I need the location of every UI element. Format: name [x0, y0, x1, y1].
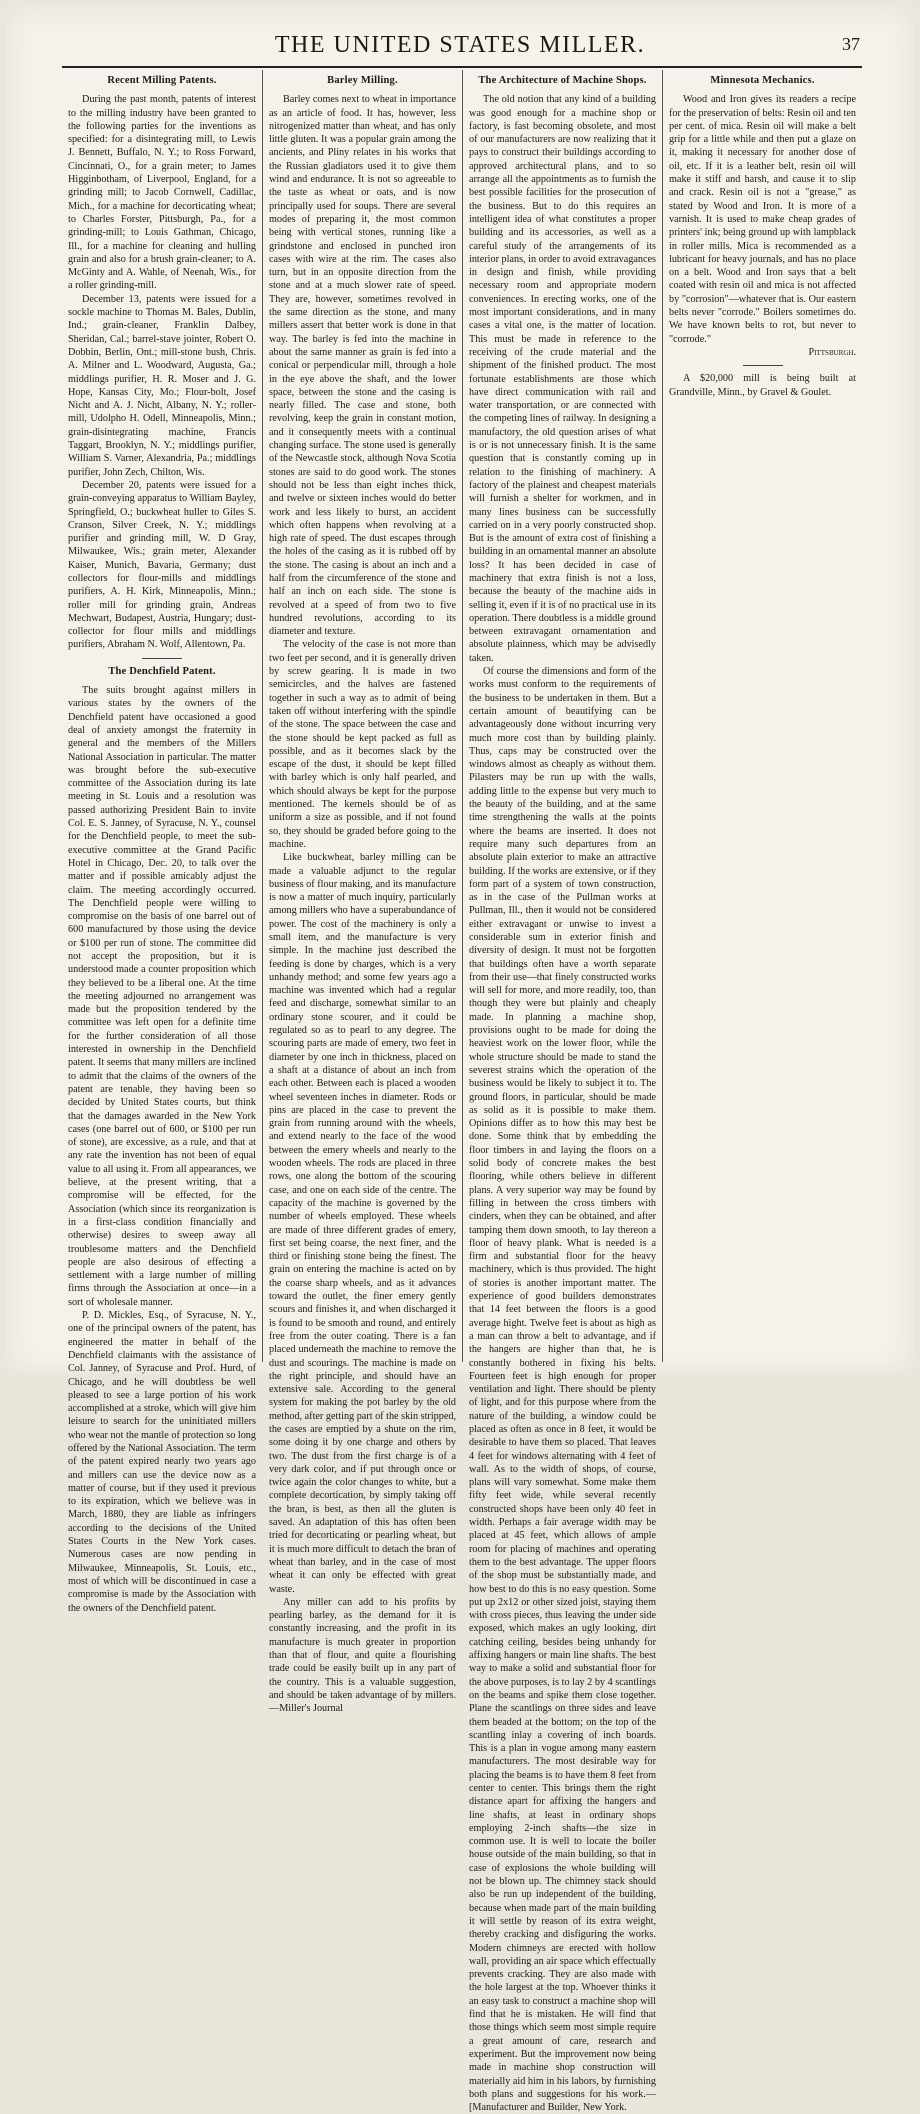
article-denchfield-patent	[68, 665, 256, 1615]
column-3	[462, 70, 662, 2114]
article-heading: Minnesota Mechanics.	[710, 75, 815, 86]
article-barley-milling	[269, 74, 456, 1716]
article-milling-patents	[68, 74, 256, 652]
article-paragraph: Of course the dimensions and form of the works must conform to the requirements of the business to be undertaken in them. But a certain amount of beautifying can be advantageously done without incurring very much more cost than by building plainly. Thus, caps may be constructed over the windows almost as cheaply as without them. Pilasters may be run up with the walls, adding little to the expense but very much to the beauty of the building, and at the same time strengthening the walls at the points where the beams are inserted. It does not require many such departures from an absolute plain exterior to make an attractive building. If the works are extensive, or if they form part of a system of town construction, as in the case of the Pullman works at Pullman, Ill., then it would not be considered either extravagant or unwise to invest a considerable sum in exterior finish and diversity of design. It must not be forgotten that buildings often have a worth separate from their use—that finely constructed works will sell for more, and more readily, too, than though they were but plainly and cheaply made. In planning a machine shop, provisions ought to be made for doing the heaviest work on the lower floor, while the whole structure should be made to stand the severest strains which the operation of the business would be likely to subject it to. The ground floors, in particular, should be made as solid as it is possible to make them. Opinions differ as to how this may best be done. Some think that by embedding the floor timbers in and laying the floors on a solid body of concrete makes the best flooring, while others believe in different plans. A very superior way may be found by filling in between the cross timbers with cinders, when they can be obtained, and after tamping them down smooth, to lay thereon a floor of heavy plank. What is needed is a firm and substantial floor for the heavy machinery, which is thus provided. The hight of stories is another important matter. The experience of good builders demonstrates that 14 feet between the floors is a good average hight. Twelve feet is about as high as a man can throw a belt to advantage, and if the hangers are higher than that, he is constantly bothered in fixing his belts. Fourteen feet is high enough for proper ventilation and light. There should be plenty of light, and for this purpose where from the nature of the building, a window could be placed as often as once in 8 feet, it would be desirable to have them so placed. That leaves 4 feet for windows alternating with 4 feet of wall. As to the width of shops, of course, plans will vary somewhat. Some make them fifty feet wide, while several recently constructed shops have been only 40 feet in width. Perhaps a fair average width may be placed at 45 feet, which allows of ample room for placing of machines and operating them to the best advantage. The upper floors of the shop must be substantially made, and how best to do this is no easy question. Some put up 2x12 or other sized joist, staying them with cross pieces, thus leaving the under side exposed, which makes an ugly looking, dirt catching ceiling, besides being unhandy for affixing hangers or main line shafts. The best way to make a solid and substantial floor for the above purposes, is to lay 2 by 4 scantlings on the beams and spike them close together. Plane the scantlings on three sides and leave them beaded at the bottom; on the top of the scantling inlay a covering of inch boards. This is a plan in vogue among many eastern manufacturers. The most desirable way for placing the beams is to have them 8 feet from center to center. This brings them the right distance apart for affixing the hangers and line shafts, at least in ordinary shops employing 2-inch shafts—the size in common use. It is well to locate the boiler house outside of the main building, so that in case of explosions the whole building will not be blown up. The chimney stack should also be run up independent of the building, because when made part of the main building it will settle by reason of its extra weight, thereby cracking and disfiguring the works. Modern chimneys are erected with hollow wall, providing an air space which effectually prevents cracking. They are also made with the hole largest at the top. Whoever thinks it an easy task to construct a machine shop will find that he is mistaken. He will find that those things which seem most simple require a great amount of care, research and experiment. But the improvement now being made in machine shop construction will materially aid him in his labors, by furnishing both plans and suggestions for his work.—[Manufacturer and Builder, New York.	[469, 666, 656, 2114]
article-paragraph: Barley comes next to wheat in importance as an article of food. It has, however, less nitrogenized matter than wheat, and has only little gluten. It was a popular grain among the ancients, and Pliny relates in his works that the Russian gladiators used it to give them wind and endurance. It is not so agreeable to the taste as wheat or oats, and is now principally used for soups. There are several modes of preparing it, the most common being with vertical stones, running like a grindstone and enclosed in punched iron cases with wire at the rim. The cases also turn, but in an opposite direction from the stone and at a much slower rate of speed. They are, however, sometimes revolved in the same direction as the stone, and many millers assert that better work is done in that way. The barley is fed into the machine in about the same manner as grain is fed into a conical or perpendicular mill, through a hole in the eye above the shaft, and the lower space, between the stone and the casing is nearly filled. The case and stone, both revolving, keep the grain in constant motion, and it consequently meets with a continual changing surface. The stone used is generally of the Newcastle stock, although Nova Scotia stones are said to do good work. The stones should not be less than eight inches thick, and twelve or sixteen inches would do better work and less likely to burst, an accident which often happens when revolving at a high rate of speed. The dust escapes through the holes of the casing as it is rubbed off by the stone. The casing is about an inch and a half from the circumference of the stone and half an inch on each side. The stone is revolved at a speed of from two to five hundred revolutions, according to its diameter and texture.	[269, 94, 456, 638]
article-heading: Recent Milling Patents.	[107, 75, 217, 86]
article-paragraph: Any miller can add to his profits by pearling barley, as the demand for it is constantly increasing, and the profit in its manufacture is much greater in proportion than that of flour, and quite a flourishing trade could be easily built up in any part of the country. This is a valuable suggestion, and should be taken advantage of by millers.—Miller's Journal	[269, 1596, 456, 1715]
masthead-title: THE UNITED STATES MILLER.	[274, 32, 646, 58]
column-1	[62, 70, 262, 1614]
article-separator	[743, 365, 783, 366]
article-machine-shops	[469, 74, 656, 2114]
article-paragraph: P. D. Mickles, Esq., of Syracuse, N. Y., one of the principal owners of the patent, has engineered the matter in behalf of the Denchfield claimants with the assistance of Col. Janney, of Syracuse and Prof. Hurd, of Chicago, and he will doubtless be well pleased to see a large portion of his work accomplished at a stroke, which will give him leisure to search for the uninitiated millers who wear not the mantle of protection so long offered by the National Association. The term of the patent expired nearly two years ago and millers can use the device now as a matter of course, but if they used it previous to its expiration, which we believe was in March, 1880, they are liable as infringers according to the decisions of the United States Courts in the New York cases. Numerous cases are now pending in Milwaukee, Minneapolis, St. Louis, etc., most of which will be discontinued in case a compromise is made by the Association with the owners of the Denchfield patent.	[68, 1310, 256, 1614]
article-paragraph: During the past month, patents of interest to the milling industry have been granted to the following parties for the inventions as specified: for a disintegrating mill, to Lewis J. Bennett, Buffalo, N. Y.; to Ross Forward, Cincinnati, O., for a grain meter; to James Higginbotham, of Liverpool, England, for a grinding mill; to Jacob Cornwell, Cadillac, Mich., for a machine for decorticating wheat; to Charles Forster, Pittsburgh, Pa., for a grinding-mill; to Louis Gathman, Chicago, Ill., for a machine for cleaning and hulling grain and also for a brush grain-cleaner; to A. McGinty and A. Wahle, of Neenah, Wis., for a roller grinding-mill.	[68, 94, 256, 292]
column-2	[262, 70, 462, 1715]
newspaper-page	[6, 6, 914, 2114]
article-paragraph: A $20,000 mill is being built at Grandville, Minn., by Gravel & Goulet.	[669, 373, 856, 398]
article-heading: Barley Milling.	[327, 75, 398, 86]
article-paragraph: The old notion that any kind of a building was good enough for a machine shop or factory, is fast becoming obsolete, and most of our manufacturers are now realizing that it pays to construct their buildings according to approved architectural plans, and to so arrange all the appointments as to furnish the best possible facilities for the prosecution of the business. But to do this requires an intelligent idea of what constitutes a proper building and its accessories, as well as a careful study of the arrangements of its interior plans, in order to avoid extravagances in design and finish, while providing necessary room and appropriate modern conveniences. In erecting works, one of the most important considerations, and in many cases a vital one, is the matter of location. This must be made in reference to the receiving of the crude material and the shipment of the finished product. The most fortunate establishments are those which have direct communication with rail and water transportation, or are connected with the competing lines of railway. In designing a manufactory, the old question arises of what is or is not unnecessary finish. It is the same question that is constantly coming up in relation to the finishing of machinery. A factory of the plainest and cheapest materials will furnish a shelter for workmen, and in many lines business can be successfully carried on in a very poorly constructed shop. But is the amount of extra cost of finishing a building in an ornamental manner an absolute loss? It has been decided in case of machinery that extra finish is not a loss, because the beauty of the machine aids in selling it, even if it is of no practical use in its operation. There doubtless is a middle ground between extravagant ornamentation and absolute plainness, which may be advisedly taken.	[469, 94, 656, 664]
article-grandville-note	[669, 372, 856, 399]
page-number: 37	[842, 34, 860, 54]
article-heading: The Architecture of Machine Shops.	[478, 75, 647, 86]
article-columns	[62, 70, 862, 2114]
article-paragraph: December 13, patents were issued for a sockle machine to Thomas M. Bales, Dublin, Ind.; grain-cleaner, Franklin Dalbey, Sheridan, Cal.; barrel-stave jointer, Robert O. Dobbin, Berlin, Ont.; mill-stone bush, Chris. A. Milner and L. Woodward, Augusta, Ga.; middlings purifier, H. R. Moser and J. G. Hope, Kansas City, Mo.; Flour-bolt, Josef Nicht and A. J. Nicht, Albany, N. Y.; roller-mill, Udolpho H. Odell, Minneapolis, Minn.; grain-disintegrating machine, Francis Taggart, Brooklyn, N. Y.; middlings purifier, William S. Varner, Alexandria, Pa.; middlings purifier, John Zech, Chilton, Wis.	[68, 293, 256, 478]
article-paragraph: The velocity of the case is not more than two feet per second, and it is generally driven by screw gearing. It is made in two semicircles, and the halves are fastened together in such a way as to admit of being taken off without interfering with the spindle of the stone. The space between the case and the stone should be kept packed as full as possible, and as it becomes slack by the escape of the dust, it should be kept filled with barley which is only half pearled, and which should always be kept for the purpose mentioned. The kernels should be of as uniform a size as possible, and if not found so, they should be graded before going to the machine.	[269, 639, 456, 850]
article-paragraph: Wood and Iron gives its readers a recipe for the preservation of belts: Resin oil and ten per cent. of mica. Resin oil will make a belt grip for a little while and then put a glaze on it, making it necessary for another dose of oil, etc. If it is a leather belt, resin oil will make it stiff and harsh, and cause it to slip and crack. Resin oil is not a "grease," as stated by Wood and Iron. It is more of a varnish. It is used to make cheap grades of printers' ink; being ground up with lampblack in roller mills. Mica is recommended as a lubricant for heavy journals, and has no place on a belt. Wood and Iron says that a belt coated with resin oil and mica is not affected by "corrosion"—whatever that is. Our eastern belts never "corrode." Boilers sometimes do. We have known belts to rot, but never to "corrode."	[669, 94, 856, 345]
article-paragraph: December 20, patents were issued for a grain-conveying apparatus to William Bayley, Springfield, O.; buckwheat huller to Giles S. Cranson, Silver Creek, N. Y.; middlings purifier and grinding mill, W. D Gray, Milwaukee, Wis.; grain meter, Alexander Kaiser, Munich, Bavaria, Germany; dust collectors for flour-mills and middlings purifiers, A. H. Kirk, Minneapolis, Minn.; roller mill for grinding grain, Andreas Mechwart, Budapest, Austria, Hungary; dust-collector for flour mills and middlings purifiers, Abraham N. Wolf, Allentown, Pa.	[68, 479, 256, 651]
masthead-rule	[62, 66, 862, 68]
column-4	[662, 70, 862, 1362]
article-heading: The Denchfield Patent.	[108, 665, 216, 677]
article-paragraph: The suits brought against millers in various states by the owners of the Denchfield patent have occasioned a good deal of anxiety amongst the fraternity in general and the members of the Millers National Association in particular. The matter was brought before the sub-executive committee of the Association during its late meeting in St. Louis and a resolution was passed authorizing President Bain to invite Col. E. S. Janney, of Syracuse, N. Y., counsel for the Denchfield people, to meet the sub-executive committee at the Grand Pacific Hotel in Chicago, Dec. 20, to talk over the matter and if possible amicably adjust the claim. The meeting accordingly occurred. The Denchfield people were willing to compromise on the basis of one barrel out of 600 manufactured by those using the device or $100 per run of stone. The committee did not accept the proposition, but it is understood made a counter proposition which they believed to be a liberal one. At the time the meeting adjourned no arrangement was made but the proposition tendered by the committee was left open for a definite time for the further consideration of all those interested in ownership in the Denchfield patent. It seems that many millers are inclined to admit that the claims of the owners of the patent are tenable, they having been so decided by United States courts, but think that the damages awarded in the New York cases (one barrel out of 600, or $100 per run of stone), are excessive, as a rule, and that at any rate the invention has not been of equal value to all using it. From all appearances, we believe, at the present writing, that a compromise will be effected, for the Association (which since its reorganization is in a first-class condition financially and otherwise) desires to sweep away all troublesome matters and the Denchfield people are also desirous of effecting a settlement with a large number of milling firms through the Association at once—in a sort of wholesale manner.	[68, 685, 256, 1308]
article-separator	[142, 658, 182, 659]
article-minnesota-mechanics	[669, 74, 856, 359]
article-signature: Pittsburgh.	[808, 346, 856, 358]
masthead	[6, 32, 914, 62]
article-paragraph: Like buckwheat, barley milling can be made a valuable adjunct to the regular business of flour making, and its manufacture is now a matter of much inquiry, particularly among millers who have a superabundance of power. The cost of the machinery is only a small item, and the manufacture is very simple. In the machine just described the feeding is done by charges, which is a very unhandy method; and some few years ago a machine was invented which had a regular feed and discharge, somewhat similar to an ordinary stone scourer, and it could be regulated so as to pearl to any degree. The scouring parts are made of emery, two feet in diameter by one inch in thickness, placed on a shaft at a distance of about an inch from each other. Between each is placed a wooden wheel seventeen inches in diameter. Rods or pins are placed in the case to prevent the grain from running around with the wheels, and extend nearly to the face of the wood between the emery wheels and nearly to the wooden wheels. The rods are placed in three rows, one along the bottom of the scouring case, and one on each side of the centre. The capacity of the machine is governed by the number of wheels employed. These wheels are made of three different grades of emery, first set being coarse, the next finer, and the third or finishing stone being the finest. The grain on entering the machine is acted on by the coarse sharp wheels, and as it advances toward the outlet, the finer emery gently scours and finishes it, and when discharged it is found to be smooth and round, and entirely free from the outer coating. There is a fan placed underneath the machine to remove the dust and scourings. The machine is made on the right principle, and should have an extensive sale. According to the general system for making the pot barley by the old method, after getting part of the skin stripped, the cases are emptied by a shute on the rim, some doing it by one charge and others by two. The dust from the first charge is of a very dark color, and if put through once or twice again the color changes to white, but a complete decortication, by simply taking off the bran, is best, as then all the gluten is saved. An adaptation of this has often been tried for decorticating or pearling wheat, but it is much more difficult to detach the bran of wheat than barley, and in the case of most wheat it can only be effected with great waste.	[269, 852, 457, 1595]
